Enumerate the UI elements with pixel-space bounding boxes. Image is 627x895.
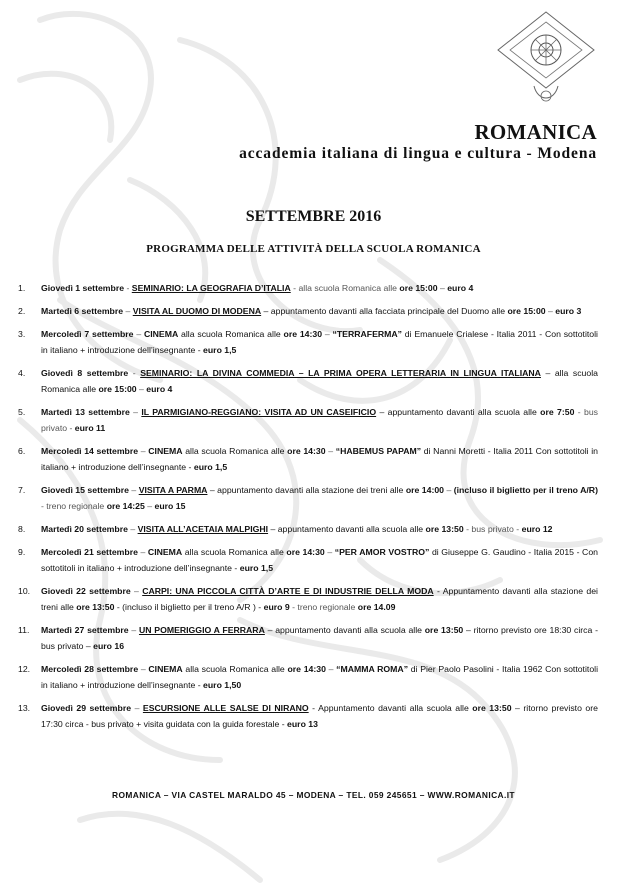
event-text: euro 11 <box>74 423 106 433</box>
event-text: – appuntamento davanti alla scuola alle <box>268 524 426 534</box>
event-text: - Appuntamento davanti alla scuola alle <box>308 703 473 713</box>
event-text: Martedì 13 settembre <box>41 407 130 417</box>
event-text: Giovedì 15 settembre <box>41 485 129 495</box>
event-item <box>18 521 598 537</box>
event-text: ore 14:25 <box>106 501 145 511</box>
event-text: euro 13 <box>287 719 318 729</box>
event-text: ore 13:50 <box>424 625 464 635</box>
event-text: euro 15 <box>154 501 186 511</box>
event-text: CINEMA <box>143 329 179 339</box>
event-text: – <box>325 664 337 674</box>
event-text: - Appuntamento davanti alla stazione dei treni alle <box>41 586 598 612</box>
event-number: 3. <box>18 329 26 339</box>
event-text: Mercoledì 14 settembre <box>41 446 139 456</box>
event-text: – <box>322 329 333 339</box>
event-text: (incluso il biglietto per il treno A/R) <box>453 485 598 495</box>
event-text: euro 4 <box>447 283 474 293</box>
event-text: – appuntamento davanti alla stazione dei treni alle <box>207 485 406 495</box>
event-text: di Giuseppe G. Gaudino - Italia 2015 - Con sottotitoli in italiano + introduzione dell’insegnante - <box>41 547 598 573</box>
event-number: 10. <box>18 586 31 596</box>
event-text: ore 15:00 <box>399 283 438 293</box>
event-text: di Nanni Moretti - Italia 2011 Con sottotitoli in italiano + introduzione dell’insegnante - <box>41 446 598 472</box>
event-text: euro 1,50 <box>203 680 242 690</box>
event-text: “PER AMOR VOSTRO” <box>334 547 430 557</box>
event-text: ore 14.09 <box>357 602 396 612</box>
event-text: euro 16 <box>93 641 125 651</box>
header <box>239 120 597 164</box>
event-text: VISITA AL DUOMO DI MODENA <box>132 306 262 316</box>
event-text: Martedì 20 settembre <box>41 524 128 534</box>
event-text: - treno regionale <box>41 501 107 511</box>
event-text: Martedì 27 settembre <box>41 625 129 635</box>
event-text: - (incluso il biglietto per il treno A/R ) - <box>114 602 264 612</box>
event-text: euro 1,5 <box>203 345 237 355</box>
event-text: euro 1,5 <box>239 563 274 573</box>
event-text: – <box>133 329 144 339</box>
brand-tagline: accademia italiana di lingua e cultura - Modena <box>239 145 597 162</box>
event-text: – <box>137 547 148 557</box>
event-item <box>18 661 598 693</box>
event-item <box>18 482 598 514</box>
event-text: – <box>127 524 138 534</box>
event-text: – <box>138 664 149 674</box>
events-list <box>18 280 598 739</box>
event-text: CINEMA <box>147 547 183 557</box>
event-number: 6. <box>18 446 26 456</box>
event-number: 8. <box>18 524 26 534</box>
event-text: di Emanuele Crialese - Italia 2011 - Con sottotitoli in italiano + introduzione dell’insegnante - <box>41 329 598 355</box>
event-text: – <box>136 384 147 394</box>
event-text: Giovedì 29 settembre <box>41 703 132 713</box>
romanica-emblem-icon <box>494 10 598 110</box>
event-text: CINEMA <box>148 664 183 674</box>
event-text: UN POMERIGGIO A FERRARA <box>138 625 265 635</box>
event-number: 12. <box>18 664 31 674</box>
event-text: di Pier Paolo Pasolini - Italia 1962 Con sottotitoli in italiano + introduzione dell’insegnante - <box>41 664 599 690</box>
event-text: – <box>325 446 336 456</box>
event-number: 11. <box>18 625 30 635</box>
event-text: Martedì 6 settembre <box>41 306 124 316</box>
event-text: euro 12 <box>521 524 553 534</box>
event-text: – <box>444 485 454 495</box>
event-item <box>18 326 598 358</box>
event-number: 7. <box>18 485 26 495</box>
event-text: – ritorno previsto ore 17:30 circa - bus privato + visita guidata con la guida forestale - <box>41 703 598 729</box>
event-text: - <box>124 283 132 293</box>
event-text: – <box>129 407 142 417</box>
page-subtitle: PROGRAMMA DELLE ATTIVITÀ DELLA SCUOLA ROMANICA <box>146 243 481 255</box>
event-text: ore 15:00 <box>507 306 546 316</box>
event-text: - bus privato - <box>41 407 599 433</box>
event-text: Mercoledì 7 settembre <box>41 329 134 339</box>
event-text: Mercoledì 21 settembre <box>41 547 138 557</box>
page-title: SETTEMBRE 2016 <box>245 208 382 225</box>
event-text: ore 14:30 <box>286 547 325 557</box>
event-text: – <box>131 703 143 713</box>
event-text: ore 14:30 <box>287 446 326 456</box>
event-text: VISITA ALL’ACETAIA MALPIGHI <box>137 524 269 534</box>
event-item <box>18 365 598 397</box>
event-text: alla scuola Romanica alle <box>182 664 288 674</box>
event-text: – appuntamento davanti alla scuola alle <box>376 407 541 417</box>
event-text: “MAMMA ROMA” <box>336 664 409 674</box>
event-text: – <box>130 586 143 596</box>
event-text: ore 13:50 <box>425 524 464 534</box>
event-item <box>18 700 598 732</box>
event-text: - treno regionale <box>289 602 358 612</box>
event-item <box>18 303 598 319</box>
event-text: euro 1,5 <box>193 462 228 472</box>
event-text: – <box>138 446 149 456</box>
event-item <box>18 280 598 296</box>
event-text: SEMINARIO: LA GEOGRAFIA D’ITALIA <box>131 283 291 293</box>
event-text: ore 14:30 <box>283 329 323 339</box>
event-text: – <box>128 485 139 495</box>
event-text: IL PARMIGIANO-REGGIANO: VISITA AD UN CASEIFICIO <box>141 407 377 417</box>
event-text: ore 14:00 <box>405 485 445 495</box>
event-text: – alla scuola Romanica alle <box>41 368 598 394</box>
event-text: euro 9 <box>263 602 290 612</box>
event-text: euro 3 <box>555 306 582 316</box>
footer-contact: ROMANICA – VIA CASTEL MARALDO 45 – MODENA – TEL. 059 245651 – WWW.ROMANICA.IT <box>112 790 515 800</box>
brand-name: ROMANICA <box>474 120 597 144</box>
event-text: Giovedì 22 settembre <box>41 586 131 596</box>
event-text: ore 15:00 <box>98 384 137 394</box>
event-text: - <box>128 368 141 378</box>
event-number: 13. <box>18 703 31 713</box>
event-text: alla scuola Romanica alle <box>182 547 287 557</box>
event-text: “HABEMUS PAPAM” <box>335 446 422 456</box>
event-item <box>18 404 598 436</box>
event-text: ore 14:30 <box>287 664 326 674</box>
event-text: “TERRAFERMA” <box>332 329 402 339</box>
event-text: CARPI: UNA PICCOLA CITTÀ D’ARTE E DI INDUSTRIE DELLA MODA <box>142 586 434 596</box>
event-item <box>18 544 598 576</box>
event-number: 9. <box>18 547 26 557</box>
event-item <box>18 622 598 654</box>
event-text: – ritorno previsto ore 18:30 circa - bus privato – <box>41 625 598 651</box>
event-text: ESCURSIONE ALLE SALSE DI NIRANO <box>142 703 309 713</box>
event-text: euro 4 <box>146 384 173 394</box>
event-text: Giovedì 1 settembre <box>41 283 125 293</box>
event-text: – <box>128 625 139 635</box>
event-text: - bus privato - <box>463 524 522 534</box>
event-text: CINEMA <box>148 446 183 456</box>
event-text: – <box>144 501 155 511</box>
event-text: – appuntamento davanti alla scuola alle <box>264 625 425 635</box>
event-text: – <box>324 547 335 557</box>
event-text: alla scuola Romanica alle <box>182 446 288 456</box>
event-text: VISITA A PARMA <box>138 485 208 495</box>
event-text: Mercoledì 28 settembre <box>41 664 139 674</box>
event-text: ore 7:50 <box>540 407 575 417</box>
event-text: - alla scuola Romanica alle <box>290 283 400 293</box>
event-text: alla scuola Romanica alle <box>178 329 284 339</box>
event-text: – <box>437 283 448 293</box>
event-text: Giovedì 8 settembre <box>41 368 129 378</box>
event-number: 5. <box>18 407 26 417</box>
event-item <box>18 583 598 615</box>
event-text: SEMINARIO: LA DIVINA COMMEDIA – LA PRIMA OPERA LETTERARIA IN LINGUA ITALIANA <box>140 368 541 378</box>
event-text: ore 13:50 <box>472 703 512 713</box>
event-text: – <box>123 306 133 316</box>
event-text: – <box>545 306 556 316</box>
event-item <box>18 443 598 475</box>
event-text: ore 13:50 <box>76 602 115 612</box>
event-number: 1. <box>18 283 26 293</box>
event-number: 4. <box>18 368 26 378</box>
event-text: – appuntamento davanti alla facciata principale del Duomo alle <box>261 306 508 316</box>
event-number: 2. <box>18 306 26 316</box>
